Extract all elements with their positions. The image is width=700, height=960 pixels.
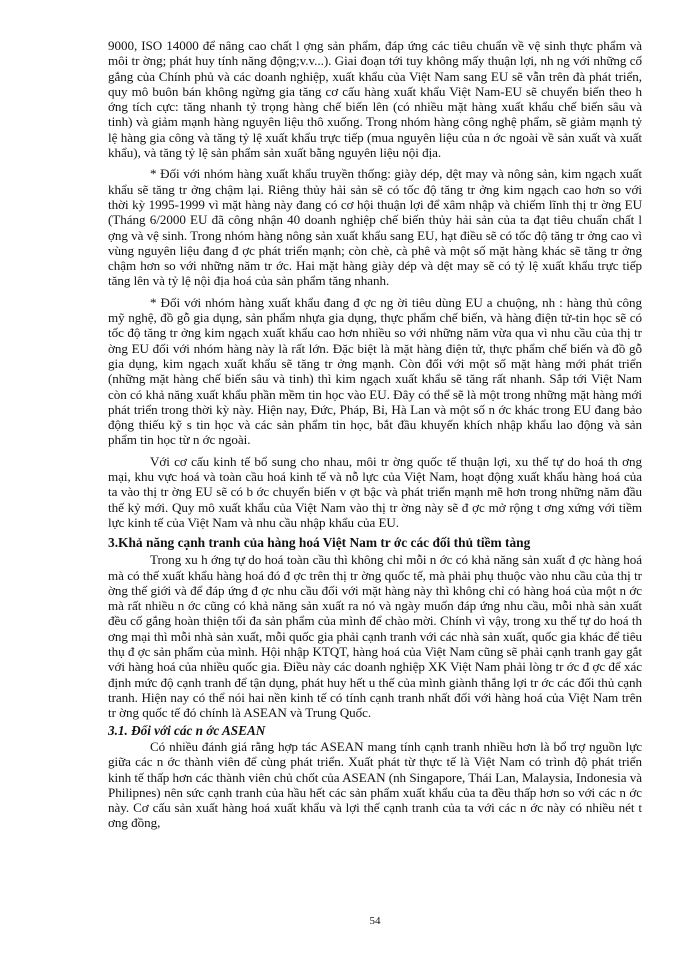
paragraph-traditional-exports: * Đối với nhóm hàng xuất khẩu truyền thống: giày dép, dệt may và nông sản, kim ngạch xuất khẩu sẽ tăng tr ởng chậm lại. Riêng thủy hải sản sẽ có tốc độ tăng tr ởng kim ngạch cao hơn so với thời kỳ 1995-1999 vì mặt hàng này đang có cơ hội thuận lợi để xâm nhập và chiếm lĩnh thị tr ờng EU (Tháng 6/2000 EU đã công nhận 40 doanh nghiệp chế biến thủy hải sản của ta đạt tiêu chuẩn chất l ợng và vệ sinh. Trong nhóm hàng nông sản xuất khẩu sang EU, hạt điều sẽ có tốc độ tăng tr ởng cao vì vùng nguyên liệu đang đ ợc phát triển mạnh; còn chè, cà phê và một số mặt hàng khác sẽ tăng tr ởng chậm hơn so với những năm tr ớc. Hai mặt hàng giày dép và dệt may sẽ có tỷ lệ xuất khẩu trực tiếp tăng lên và tỷ lệ nội địa hoá của sản phẩm tăng nhanh. <box>108 166 642 289</box>
paragraph-economic-structure: Với cơ cấu kinh tế bổ sung cho nhau, môi tr ờng quốc tế thuận lợi, xu thế tự do hoá th ơng mại, khu vực hoá và toàn cầu hoá kinh tế và nỗ lực của Việt Nam, hoạt động xuất khẩu hàng hoá của ta vào thị tr ờng EU sẽ có b ớc chuyển biến v ợt bậc và phát triển mạnh mẽ hơn trong những năm đầu thế kỷ mới. Quy mô xuất khẩu của Việt Nam vào thị tr ờng này sẽ đ ợc mở rộng t ơng xứng với tiềm lực kinh tế của Việt Nam và nhu cầu nhập khẩu của EU. <box>108 453 642 530</box>
page-number: 54 <box>369 915 381 927</box>
subsection-heading-3-1: 3.1. Đối với các n ớc ASEAN <box>108 723 266 739</box>
section-heading-3: 3.Khả năng cạnh tranh của hàng hoá Việt Nam tr ớc các đối thủ tiềm tàng <box>108 535 531 551</box>
paragraph-preferred-exports: * Đối với nhóm hàng xuất khẩu đang đ ợc ng ời tiêu dùng EU a chuộng, nh : hàng thủ công mỹ nghệ, đồ gỗ gia dụng, sản phẩm nhựa gia dụng, thực phẩm chế biến, và hàng điện tử-tin học sẽ có tốc độ tăng tr ởng kim ngạch xuất khẩu cao hơn nhiều so với những năm vừa qua vì nhu cầu của thị tr ờng EU đối với nhóm hàng này là rất lớn. Đặc biệt là mặt hàng điện tử, thực phẩm chế biến và đồ gỗ gia dụng, kim ngạch xuất khẩu sẽ tăng tr ởng mạnh. Còn đối với một số mặt hàng mới phát triển (những mặt hàng chế biến sâu và tinh) thì kim ngạch xuất khẩu sẽ tăng rất nhanh. Sắp tới Việt Nam còn có khả năng xuất khẩu phần mềm tin học vào EU. Đây có thể sẽ là một trong những mặt hàng mới phát triển trong thời kỳ này. Hiện nay, Đức, Pháp, Bỉ, Hà Lan và một số n ớc khác trong EU đang bảo động thiếu kỹ s tin học và các sản phẩm tin học, bắt đầu khuyến khích nhập khẩu lao động và sản phẩm tin học từ n ớc ngoài. <box>108 294 642 448</box>
paragraph-asean: Có nhiều đánh giá rằng hợp tác ASEAN mang tính cạnh tranh nhiều hơn là bổ trợ nguồn lực giữa các n ớc thành viên để cùng phát triển. Xuất phát từ thực tế là Việt Nam có trình độ phát triển kinh tế thấp hơn các thành viên chủ chốt của ASEAN (nh Singapore, Thái Lan, Malaysia, Indonesia và Philipnes) nên sức cạnh tranh của hầu hết các sản phẩm xuất khẩu của ta đều thấp hơn so với các n ớc này. Cơ cấu sản xuất hàng hoá xuất khẩu và lợi thế cạnh tranh của ta với các n ớc này có nhiều nét t ơng đồng, <box>108 738 642 831</box>
paragraph-intro: 9000, ISO 14000 để nâng cao chất l ợng sản phẩm, đáp ứng các tiêu chuẩn về vệ sinh thực phẩm và môi tr ờng; phát huy tính năng động;v.v...). Giai đoạn tới tuy không mấy thuận lợi, nh ng với những cố gắng của Chính phủ và các doanh nghiệp, xuất khẩu của Việt Nam sang EU sẽ vẫn trên đà phát triển, quy mô buôn bán không ngừng gia tăng cơ cấu hàng xuất khẩu Việt Nam-EU sẽ chuyển biến theo h ớng tích cực: tăng nhanh tỷ trọng hàng chế biến lên (có nhiều mặt hàng xuất khẩu chế biến sâu và tinh) và giảm mạnh hàng nguyên liệu thô xuống. Trong nhóm hàng công nghệ phẩm, sẽ giảm mạnh tỷ lệ hàng gia công và tăng tỷ lệ xuất khẩu trực tiếp (mua nguyên liệu của n ớc ngoài về sản xuất và xuất khẩu), và tăng tỷ lệ sản phẩm sản xuất bằng nguyên liệu nội địa. <box>108 38 642 161</box>
paragraph-competitiveness: Trong xu h ớng tự do hoá toàn cầu thì không chỉ mỗi n ớc có khả năng sản xuất đ ợc hàng hoá mà có thế xuất khẩu hàng hoá đó đ ợc trên thị tr ờng quốc tế, mà phải phụ thuộc vào nhu cầu của thị tr ờng thế giới và để đáp ứng đ ợc nhu cầu đối với mặt hàng này thì không chỉ có hàng hoá của một n ớc mà rất nhiều n ớc cũng có khả năng sản xuất ra nó và ngày muốn đáp ứng nhu cầu, mỗi nhà sản xuất đều cố gắng hoàn thiện tối đa sản phẩm của mình để chào mời. Chính vì vậy, trong xu thế tự do hoá th ơng mại thì mỗi nhà sản xuất, mỗi quốc gia phải cạnh tranh với các nhà sản xuất, quốc gia khác để tiêu thụ đ ợc sản phẩm của mình. Hội nhập KTQT, hàng hoá của Việt Nam cũng sẽ phải cạnh tranh gay gắt với hàng hoá của nhiều quốc gia. Điều này các doanh nghiệp XK Việt Nam phải lòng tr ớc đ ợc để xác định mức độ cạnh tranh để tận dụng, phát huy hết u thế của mình giành thắng lợi tr ớc các đối thủ cạnh tranh. Hiện nay có thể nói hai nền kinh tế có tính cạnh tranh nhất đối với hàng hoá của Việt Nam trên tr ờng quốc tế đó chính là ASEAN và Trung Quốc. <box>108 552 642 721</box>
